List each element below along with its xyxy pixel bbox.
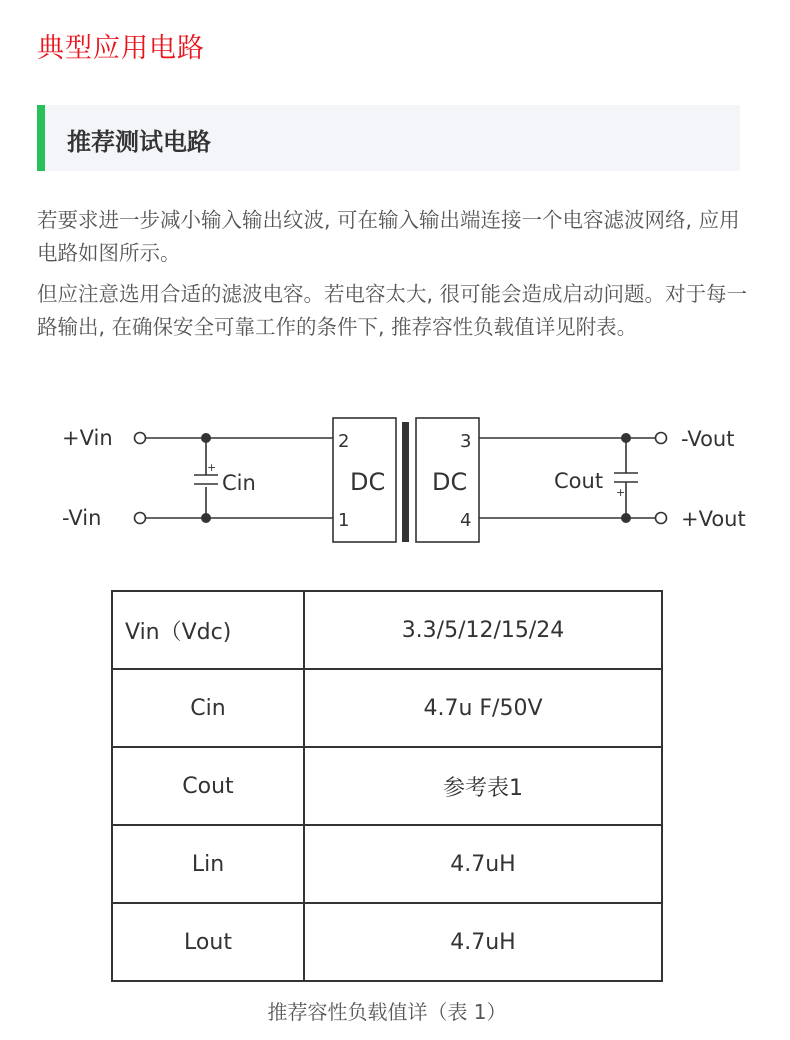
terminal-vin-neg (135, 513, 146, 524)
section-title: 推荐测试电路 (67, 128, 211, 156)
terminal-vout-pos (656, 513, 667, 524)
pin-2: 2 (338, 431, 350, 452)
value-cell: 4.7uH (304, 903, 662, 981)
section-header (37, 105, 740, 171)
param-cell: Lout (112, 903, 304, 981)
label-cout: Cout (554, 469, 604, 493)
junction-dot (621, 513, 631, 523)
cin-plus-mark: + (207, 461, 217, 474)
junction-dot (201, 513, 211, 523)
cout-plus-mark: + (616, 486, 626, 499)
paragraph-ripple-filter: 若要求进一步减小输入输出纹波, 可在输入输出端连接一个电容滤波网络, 应用电路如图所示。 (37, 208, 740, 265)
paragraph-capacitor-note: 但应注意选用合适的滤波电容。若电容太大, 很可能会造成启动问题。对于每一路输出, 在确保安全可靠工作的条件下, 推荐容性负载值详见附表。 (37, 282, 748, 339)
terminal-vin-pos (135, 433, 146, 444)
label-cin: Cin (222, 471, 256, 495)
label-vin-neg: -Vin (62, 506, 102, 530)
table-caption: 推荐容性负载值详（表 1） (267, 1000, 507, 1024)
param-cell: Cout (112, 747, 304, 825)
circuit-diagram (0, 400, 790, 570)
table-row (112, 669, 662, 747)
label-vout-neg: -Vout (681, 427, 735, 451)
table-row (112, 903, 662, 981)
transformer-core (402, 422, 409, 542)
junction-dot (621, 433, 631, 443)
label-dc-input: DC (350, 468, 386, 496)
label-vin-pos: +Vin (62, 426, 113, 450)
value-cell: 4.7u F/50V (304, 669, 662, 747)
page-title: 典型应用电路 (37, 33, 205, 64)
terminal-vout-neg (656, 433, 667, 444)
pin-3: 3 (460, 431, 472, 452)
param-cell: Vin（Vdc) (112, 591, 304, 669)
param-cell: Lin (112, 825, 304, 903)
value-cell: 参考表1 (304, 747, 662, 825)
value-cell: 4.7uH (304, 825, 662, 903)
value-cell: 3.3/5/12/15/24 (304, 591, 662, 669)
table-row (112, 747, 662, 825)
table-row (112, 591, 662, 669)
capacitor-spec-table (111, 590, 663, 982)
junction-dot (201, 433, 211, 443)
label-dc-output: DC (432, 468, 468, 496)
param-cell: Cin (112, 669, 304, 747)
label-vout-pos: +Vout (681, 507, 746, 531)
pin-4: 4 (460, 510, 472, 531)
pin-1: 1 (338, 510, 350, 531)
section-accent-bar (37, 105, 45, 171)
table-row (112, 825, 662, 903)
